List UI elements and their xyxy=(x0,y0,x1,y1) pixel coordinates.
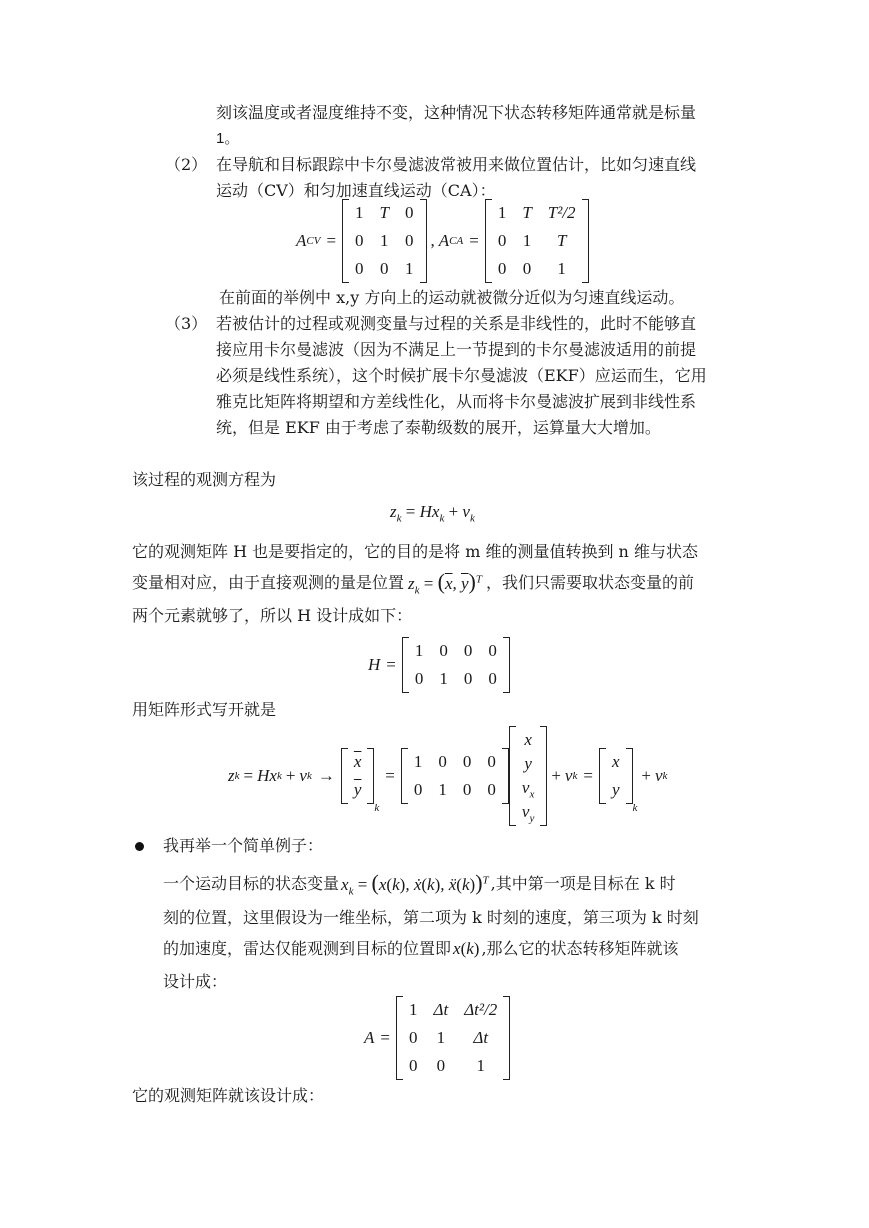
paragraph-line: 1。 xyxy=(216,130,240,147)
a-cell: 1 xyxy=(408,1000,418,1019)
h-matrix xyxy=(402,637,510,693)
paragraph-line: 接应用卡尔曼滤波（因为不满足上一节提到的卡尔曼滤波适用的前提 xyxy=(216,340,697,359)
h-expanded-cell: 0 xyxy=(462,780,472,799)
observation-equation: $z_k = Hx_k + v_k$ xyxy=(390,502,475,525)
acv-cell: 1 xyxy=(380,231,389,250)
matrix-form-equation: z k = Hx k + v k → $\overline{x}$ $\overline{y}$ k = 1 0 0 0 0 1 0 0 x y $v_x$ $v_y$ + v k = x y k + v k xyxy=(228,724,667,828)
h-expanded-cell: 0 xyxy=(413,780,423,799)
paragraph-line: 两个元素就够了，所以 H 设计成如下： xyxy=(132,606,413,625)
paragraph-line: 刻该温度或者湿度维持不变，这种情况下状态转移矩阵通常就是标量 xyxy=(216,103,697,122)
h-cell: 0 xyxy=(488,641,497,660)
bullet-icon xyxy=(135,842,144,851)
acv-matrix xyxy=(342,199,426,283)
h-cell: 0 xyxy=(414,669,424,688)
acv-cell: 1 xyxy=(405,259,414,278)
aca-cell: 0 xyxy=(497,231,507,250)
h-cell: 0 xyxy=(488,669,497,688)
a-cell: 0 xyxy=(408,1056,418,1075)
cv-ca-equation: A CV = 1 T 0 0 1 0 0 0 1 , A CA = 1 T T²/2 0 1 T 0 0 1 xyxy=(296,201,589,281)
a-cell: 1 xyxy=(476,1056,485,1075)
h-expanded-cell: 0 xyxy=(462,752,472,771)
acv-cell: 0 xyxy=(380,259,389,278)
paragraph-line: 用矩阵形式写开就是 xyxy=(132,700,277,719)
h-cell: 0 xyxy=(463,641,473,660)
paragraph-line: 在导航和目标跟踪中卡尔曼滤波常被用来做位置估计，比如匀速直线 xyxy=(216,155,697,174)
a-cell: 0 xyxy=(408,1028,418,1047)
state-vector: x y $v_x$ $v_y$ xyxy=(509,726,547,826)
paragraph-line: 运动（CV）和匀加速直线运动（CA）： xyxy=(216,181,496,200)
a-cell: 1 xyxy=(436,1028,446,1047)
h-cell: 1 xyxy=(439,669,448,688)
acv-cell: 0 xyxy=(405,231,414,250)
a-matrix xyxy=(396,996,510,1080)
acv-cell: T xyxy=(379,203,390,222)
aca-cell: 0 xyxy=(522,259,532,278)
aca-cell: T²/2 xyxy=(547,203,576,222)
a-cell: 0 xyxy=(436,1056,446,1075)
aca-cell: 1 xyxy=(497,203,507,222)
paragraph-line: 一个运动目标的状态变量 $x_k = (x(k)$, ẋ(k), ẍ(k))$^T$ ,其中第一项是目标在 k 时 xyxy=(163,870,676,898)
a-cell: Δt²/2 xyxy=(464,1000,498,1019)
paragraph-line: 设计成： xyxy=(163,972,228,991)
list-marker: （2） xyxy=(165,155,208,174)
list-marker: （3） xyxy=(165,314,208,333)
h-expanded-cell: 1 xyxy=(413,752,423,771)
a-cell: Δt xyxy=(473,1028,489,1047)
paragraph-line: 若被估计的过程或观测变量与过程的关系是非线性的，此时不能够直 xyxy=(216,314,697,333)
paragraph-line: 该过程的观测方程为 xyxy=(132,470,277,489)
paragraph-line: 变量相对应，由于直接观测的量是位置 $z_k = (\overline{x}$, $\overline{y})^T$ ，我们只需要取状态变量的前 xyxy=(132,569,695,597)
h-expanded-cell: 0 xyxy=(487,780,496,799)
paragraph-line: 刻的位置，这里假设为一维坐标，第二项为 k 时刻的速度，第三项为 k 时刻 xyxy=(163,908,699,927)
paragraph-line: 雅克比矩阵将期望和方差线性化，从而将卡尔曼滤波扩展到非线性系 xyxy=(216,392,697,411)
aca-cell: T xyxy=(556,231,567,250)
acv-cell: 0 xyxy=(355,231,364,250)
a-cell: Δt xyxy=(433,1000,449,1019)
measured-vector: $\overline{x}$ $\overline{y}$ xyxy=(341,748,375,804)
h-cell: 1 xyxy=(414,641,424,660)
aca-matrix xyxy=(485,199,589,283)
bullet-title: 我再举一个简单例子： xyxy=(163,836,324,855)
paragraph-line: 必须是线性系统），这个时候扩展卡尔曼滤波（EKF）应运而生，它用 xyxy=(216,366,707,385)
position-vector: x y xyxy=(599,748,633,804)
aca-cell: T xyxy=(522,203,532,222)
aca-cell: 1 xyxy=(522,231,532,250)
paragraph-line: 它的观测矩阵就该设计成： xyxy=(132,1086,325,1105)
a-matrix-equation: A = 1 Δt Δt²/2 0 1 Δt 0 0 1 xyxy=(364,996,510,1080)
paragraph-line: 在前面的举例中 x,y 方向上的运动就被微分近似为匀速直线运动。 xyxy=(219,288,685,307)
h-matrix-expanded xyxy=(401,748,509,804)
h-expanded-cell: 1 xyxy=(438,780,447,799)
h-matrix-equation: H = 1 0 0 0 0 1 0 0 xyxy=(368,637,510,693)
paragraph-line: 的加速度，雷达仅能观测到目标的位置即 x(k) ,那么它的状态转移矩阵就该 xyxy=(163,939,679,958)
aca-cell: 0 xyxy=(497,259,507,278)
acv-cell: 1 xyxy=(355,203,364,222)
acv-cell: 0 xyxy=(355,259,364,278)
paragraph-line: 统，但是 EKF 由于考虑了泰勒级数的展开，运算量大大增加。 xyxy=(216,418,661,437)
paragraph-line: 它的观测矩阵 H 也是要指定的，它的目的是将 m 维的测量值转换到 n 维与状态 xyxy=(132,542,698,561)
aca-cell: 1 xyxy=(557,259,566,278)
acv-cell: 0 xyxy=(405,203,414,222)
h-cell: 0 xyxy=(439,641,448,660)
h-expanded-cell: 0 xyxy=(487,752,496,771)
h-cell: 0 xyxy=(463,669,473,688)
h-expanded-cell: 0 xyxy=(438,752,447,771)
